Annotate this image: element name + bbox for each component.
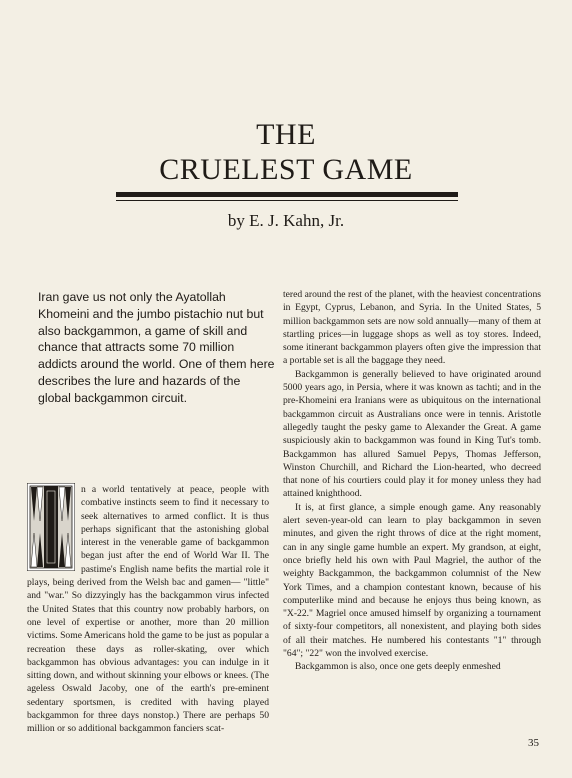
article-deck: Iran gave us not only the Ayatollah Khomeini and the jumbo pistachio nut but also backgammon, a game of skill and chance that attracts some 70 million addicts around the world. One of them here describes the lure and hazards of the global backgammon circuit. <box>38 290 275 405</box>
right-column <box>283 288 541 674</box>
title-rule-thick <box>116 192 458 197</box>
paragraph-3: It is, at first glance, a simple enough game. Any reasonably alert seven-year-old can learn to play backgammon in seven minutes, and given the right throws of dice at the right moment, can in any single game humble an expert. My grandson, at eight, once briefly held his own with Paul Magriel, the author of the weighty Backgammon, the backgammon columnist of the New York Times, and a champion contestant known, because of his computerlike mind and because he enjoys thus being known, as "X-22." Magriel once amused himself by organizing a tournament of sixty-four competitors, all nonexistent, and playing both sides of all their matches. He numbered his contestants "1" through "64"; "22" won the involved exercise. <box>283 501 541 660</box>
paragraph-2: Backgammon is generally believed to have originated around 5000 years ago, in Persia, where it was known as tachti; and in the pre-Khomeini era Iranians were as ubiquitous on the international backgammon circuit as Australians once were in tennis. Aristotle allegedly taught the pesky game to Alexander the Great. A game suspiciously akin to backgammon was found in King Tut's tomb. Backgammon has allured Samuel Pepys, Thomas Jefferson, Winston Churchill, and Richard the Lion-hearted, who decreed that none of his courtiers could play it for money unless they had attained knighthood. <box>283 368 541 500</box>
paragraph-1: tered around the rest of the planet, with the heaviest concentrations in Egypt, Cyprus, Lebanon, and Syria. In the United States, 5 million backgammon sets are now sold annually—many of them at startling prices—in luggage shops as well as toy stores. Indeed, some itinerant backgammon players often give the impression that a portable set is all the baggage they need. <box>283 289 541 367</box>
paragraph-4: Backgammon is also, once one gets deeply enmeshed <box>295 661 501 673</box>
backgammon-board-initial-icon <box>27 483 75 571</box>
left-column-text: n a world tentatively at peace, people with combative instincts seem to find it necessary to seek alternatives to armed conflict. It is thus perhaps significant that the astonishing global interest in the venerable game of backgammon began just after the end of World War II. The pastime's English name befits the martial role it plays, being derived from the Welsh bac and gamen— "little" and "war." So dizzyingly has the backgammon virus infected the United States that this country now probably harbors, on one level of expertise or another, more than 20 million victims. Some Americans hold the game to be just as popular a recreation these days as roller-skating, over which backgammon has obvious advantages: you can indulge in it sitting down, and without skinning your elbows or knees. (The ageless Oswald Jacoby, one of the earth's pre-eminent sedentary sportsmen, is credited with having played backgammon for three days nonstop.) There are perhaps 50 million or so additional backgammon fanciers scat- <box>27 484 269 735</box>
left-column <box>27 483 269 736</box>
title-line-1: THE <box>256 118 316 151</box>
page-number: 35 <box>528 737 539 749</box>
byline: by E. J. Kahn, Jr. <box>227 211 345 230</box>
title-rule-thin <box>116 200 458 201</box>
title-line-2: CRUELEST GAME <box>159 153 413 186</box>
